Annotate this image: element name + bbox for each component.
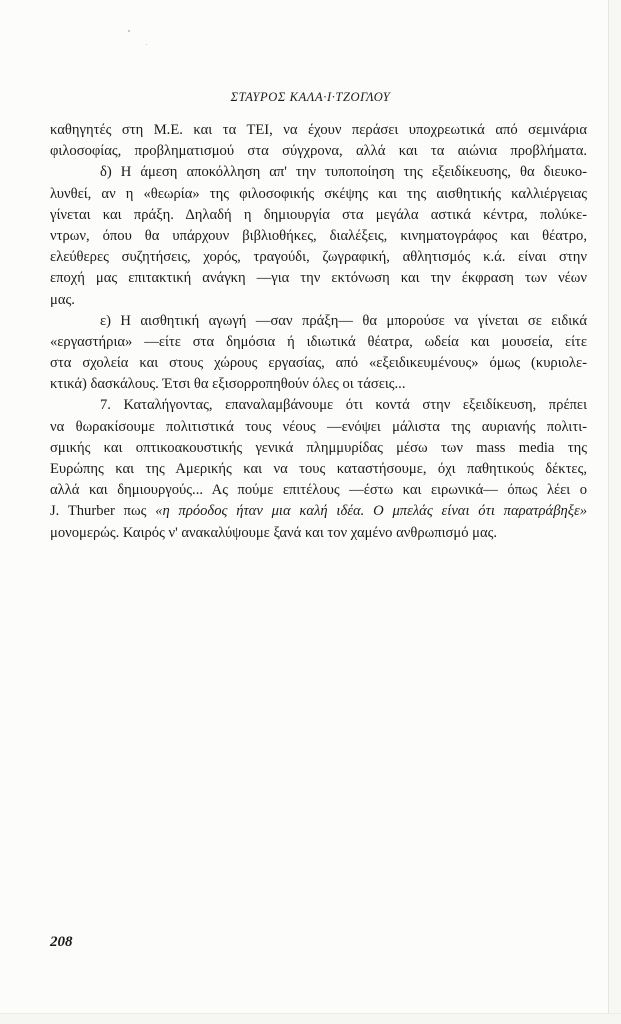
running-head: ΣΤΑΥΡΟΣ ΚΑΛΑ·Ι·ΤΖΟΓΛΟΥ: [230, 90, 391, 104]
text-line: φιλοσοφίας, προβληματισμού στα σύγχρονα, αλλά και τα αιώνια προβλήματα.: [50, 143, 587, 160]
text-line: λυνθεί, αν η «θεωρία» της φιλοσοφικής σκέψης και της αισθητικής καλλιέργειας: [50, 185, 587, 202]
text-line: εποχή μας επιτακτική ανάγκη —για την εκτόνωση και την έκφραση των νέων: [50, 270, 587, 287]
scan-speck: [146, 44, 147, 45]
text-line: ντρων, όπου θα υπάρχουν βιβλιοθήκες, διαλέξεις, κινηματογράφος και θέατρο,: [50, 227, 587, 244]
scan-bottom-edge: [0, 1013, 621, 1024]
text-line: ελεύθερες συζητήσεις, χορός, τραγούδι, ζωγραφική, αθλητισμός κ.ά. είναι στην: [50, 249, 587, 266]
scan-speck: [128, 30, 130, 32]
text-line: γίνεται και πράξη. Δηλαδή η δημιουργία στα μεγάλα αστικά κέντρα, πολύκε-: [50, 206, 587, 223]
text-line: ε) Η αισθητική αγωγή —σαν πράξη— θα μπορούσε να γίνεται σε ειδικά: [100, 312, 587, 329]
text-line: 7. Καταλήγοντας, επαναλαμβάνουμε ότι κοντά στην εξειδίκευση, πρέπει: [100, 397, 587, 414]
text-segment: J. Thurber πως: [50, 503, 156, 520]
scan-right-edge: [608, 0, 621, 1024]
page-number: 208: [50, 934, 73, 950]
italic-quote: «η πρόοδος ήταν μια καλή ιδέα. Ο μπελάς είναι ότι παρατράβηξε»: [155, 503, 587, 520]
text-line: σμικής και οπτικοακουστικής γενικά πλημμυρίδας μέσω των mass media της: [50, 439, 587, 456]
text-line: μονομερώς. Καιρός ν' ανακαλύψουμε ξανά και τον χαμένο ανθρωπισμό μας.: [50, 524, 498, 541]
body-text: [50, 120, 587, 544]
text-line: δ) Η άμεση αποκόλληση απ' την τυποποίηση της εξειδίκευσης, θα διευκο-: [100, 164, 587, 181]
text-line: στα σχολεία και στους χώρους εργασίας, από «εξειδικευμένους» όμως (κυριολε-: [50, 355, 587, 372]
text-line: μας.: [50, 291, 75, 308]
text-line: Ευρώπης και της Αμερικής και να τους καταστήσουμε, όχι παθητικούς δέκτες,: [50, 461, 587, 477]
text-line: κτικά) δασκάλους. Έτσι θα εξισορροπηθούν όλες οι τάσεις...: [50, 376, 406, 393]
text-line: καθηγητές στη Μ.Ε. και τα ΤΕΙ, να έχουν περάσει υποχρεωτικά από σεμινάρια: [50, 122, 587, 138]
text-line-with-quote: [50, 501, 587, 522]
text-line: «εργαστήρια» —είτε στα δημόσια ή ιδιωτικά θέατρα, ωδεία και μουσεία, είτε: [50, 333, 587, 350]
text-line: να θωρακίσουμε πολιτιστικά τους νέους —ενόψει μάλιστα της αυριανής πολιτι-: [50, 418, 587, 435]
text-line: αλλά και δημιουργούς... Ας πούμε επιτέλους —έστω και ειρωνικά— όπως λέει ο: [50, 482, 587, 499]
